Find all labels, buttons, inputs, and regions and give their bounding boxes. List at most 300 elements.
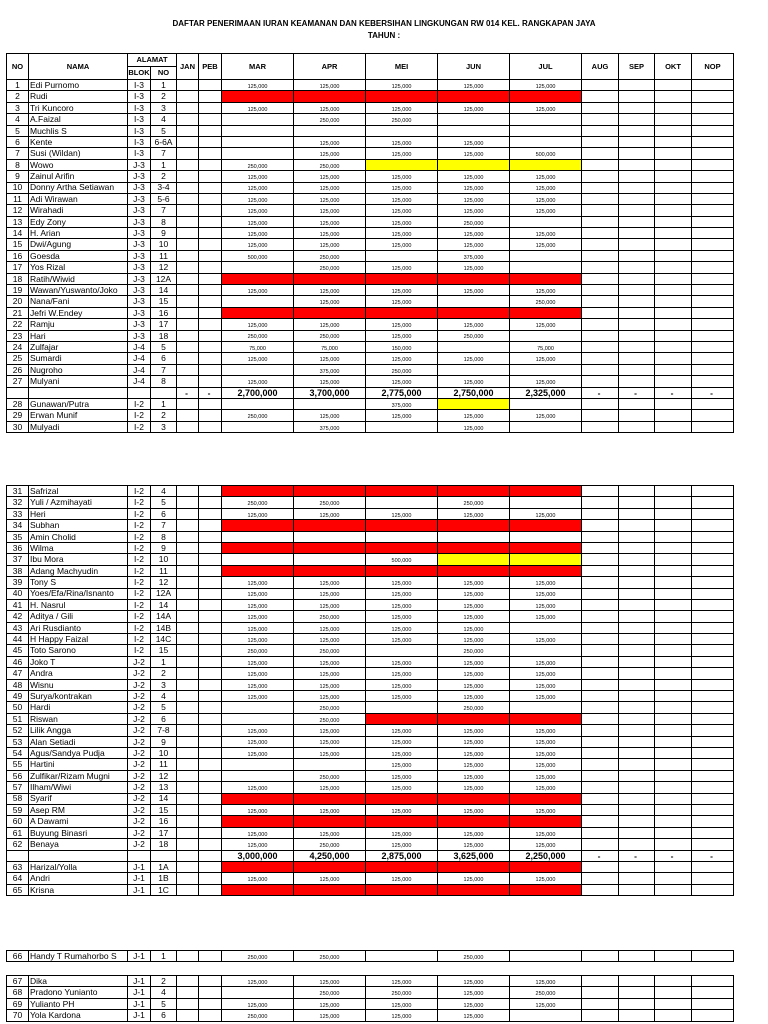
month-payment bbox=[655, 770, 692, 781]
address-blok: J-1 bbox=[128, 884, 151, 895]
month-payment: 125,000 bbox=[510, 588, 582, 599]
resident-name: Wisnu bbox=[29, 679, 128, 690]
month-payment: 125,000 bbox=[294, 691, 366, 702]
month-payment: 125,000 bbox=[294, 193, 366, 204]
month-total: - bbox=[692, 387, 734, 398]
row-number: 68 bbox=[7, 987, 29, 998]
month-payment bbox=[222, 114, 294, 125]
month-payment bbox=[199, 599, 222, 610]
month-payment bbox=[177, 839, 199, 850]
month-payment bbox=[619, 193, 655, 204]
month-payment: 125,000 bbox=[222, 577, 294, 588]
month-payment: 125,000 bbox=[510, 182, 582, 193]
row-number: 64 bbox=[7, 873, 29, 884]
address-blok: J-2 bbox=[128, 668, 151, 679]
table-row bbox=[7, 782, 734, 793]
address-blok: I-2 bbox=[128, 645, 151, 656]
address-blok: J-2 bbox=[128, 691, 151, 702]
month-payment: 125,000 bbox=[366, 262, 438, 273]
row-number: 55 bbox=[7, 759, 29, 770]
month-total: - bbox=[619, 850, 655, 861]
resident-name: Heri bbox=[29, 508, 128, 519]
row-number: 57 bbox=[7, 782, 29, 793]
month-payment bbox=[199, 136, 222, 147]
address-number: 12 bbox=[151, 577, 177, 588]
month-payment bbox=[655, 410, 692, 421]
month-payment bbox=[619, 998, 655, 1009]
month-payment bbox=[510, 114, 582, 125]
month-payment bbox=[177, 486, 199, 497]
month-payment: 125,000 bbox=[294, 205, 366, 216]
month-payment bbox=[199, 782, 222, 793]
month-payment: 250,000 bbox=[294, 262, 366, 273]
month-payment bbox=[438, 114, 510, 125]
address-number: 2 bbox=[151, 668, 177, 679]
resident-name: H Happy Faizal bbox=[29, 634, 128, 645]
table-row bbox=[7, 770, 734, 781]
month-payment bbox=[510, 1010, 582, 1021]
month-payment: 125,000 bbox=[510, 839, 582, 850]
month-payment bbox=[222, 884, 294, 895]
month-payment: 125,000 bbox=[366, 725, 438, 736]
address-number: 11 bbox=[151, 250, 177, 261]
resident-name: Andra bbox=[29, 668, 128, 679]
resident-name: Jefri W.Endey bbox=[29, 307, 128, 318]
month-payment bbox=[582, 171, 619, 182]
row-number: 65 bbox=[7, 884, 29, 895]
month-payment: 250,000 bbox=[294, 702, 366, 713]
month-payment bbox=[510, 273, 582, 284]
month-payment bbox=[619, 554, 655, 565]
month-payment: 125,000 bbox=[294, 171, 366, 182]
resident-name: Nana/Fani bbox=[29, 296, 128, 307]
table-row bbox=[7, 307, 734, 318]
resident-name: Wirahadi bbox=[29, 205, 128, 216]
month-payment bbox=[582, 497, 619, 508]
col-header-month: MEI bbox=[366, 54, 438, 80]
table-row bbox=[7, 691, 734, 702]
row-number: 58 bbox=[7, 793, 29, 804]
total-spacer bbox=[7, 850, 29, 861]
month-payment bbox=[692, 873, 734, 884]
address-number: 6 bbox=[151, 713, 177, 724]
month-payment bbox=[692, 668, 734, 679]
address-number: 14 bbox=[151, 285, 177, 296]
month-payment bbox=[177, 497, 199, 508]
address-number: 3-4 bbox=[151, 182, 177, 193]
month-payment bbox=[692, 520, 734, 531]
resident-name: Tony S bbox=[29, 577, 128, 588]
address-blok: I-2 bbox=[128, 508, 151, 519]
month-payment: 125,000 bbox=[510, 319, 582, 330]
month-payment: 250,000 bbox=[222, 951, 294, 962]
month-payment bbox=[619, 296, 655, 307]
month-payment bbox=[582, 951, 619, 962]
address-number: 3 bbox=[151, 102, 177, 113]
col-header-month: SEP bbox=[619, 54, 655, 80]
table-row bbox=[7, 951, 734, 962]
month-payment bbox=[619, 182, 655, 193]
month-payment bbox=[582, 622, 619, 633]
month-payment bbox=[692, 171, 734, 182]
month-payment bbox=[655, 102, 692, 113]
month-payment: 125,000 bbox=[510, 599, 582, 610]
month-total bbox=[199, 850, 222, 861]
address-blok: J-4 bbox=[128, 364, 151, 375]
month-payment bbox=[582, 725, 619, 736]
month-total: - bbox=[582, 850, 619, 861]
month-payment: 125,000 bbox=[510, 353, 582, 364]
address-blok: I-2 bbox=[128, 520, 151, 531]
address-number: 18 bbox=[151, 330, 177, 341]
month-payment bbox=[692, 531, 734, 542]
month-payment bbox=[582, 679, 619, 690]
month-payment bbox=[199, 410, 222, 421]
month-payment bbox=[510, 421, 582, 432]
resident-name: Zulfajar bbox=[29, 341, 128, 352]
table-row bbox=[7, 588, 734, 599]
row-number: 13 bbox=[7, 216, 29, 227]
row-number: 61 bbox=[7, 827, 29, 838]
month-payment: 125,000 bbox=[294, 782, 366, 793]
month-payment bbox=[582, 759, 619, 770]
month-payment bbox=[582, 398, 619, 409]
month-payment bbox=[438, 398, 510, 409]
month-payment: 125,000 bbox=[222, 725, 294, 736]
address-blok: I-2 bbox=[128, 565, 151, 576]
address-blok: J-2 bbox=[128, 747, 151, 758]
month-payment bbox=[177, 228, 199, 239]
month-payment bbox=[619, 531, 655, 542]
table-row bbox=[7, 262, 734, 273]
resident-name: Surya/kontrakan bbox=[29, 691, 128, 702]
month-payment bbox=[222, 91, 294, 102]
month-payment bbox=[582, 839, 619, 850]
month-payment bbox=[582, 307, 619, 318]
address-number: 12 bbox=[151, 262, 177, 273]
month-payment: 125,000 bbox=[366, 770, 438, 781]
month-payment bbox=[692, 542, 734, 553]
month-payment bbox=[222, 398, 294, 409]
month-payment bbox=[619, 713, 655, 724]
month-payment bbox=[199, 634, 222, 645]
month-payment bbox=[582, 486, 619, 497]
table-row bbox=[7, 702, 734, 713]
resident-name: Muchlis S bbox=[29, 125, 128, 136]
month-payment: 125,000 bbox=[510, 228, 582, 239]
month-payment bbox=[582, 353, 619, 364]
month-payment: 125,000 bbox=[366, 410, 438, 421]
month-payment bbox=[582, 319, 619, 330]
address-blok: J-3 bbox=[128, 182, 151, 193]
address-blok: J-3 bbox=[128, 319, 151, 330]
table-row bbox=[7, 611, 734, 622]
resident-name: Harizal/Yolla bbox=[29, 861, 128, 872]
month-payment: 150,000 bbox=[366, 341, 438, 352]
month-payment: 125,000 bbox=[366, 668, 438, 679]
row-number: 7 bbox=[7, 148, 29, 159]
month-payment bbox=[692, 782, 734, 793]
month-payment: 500,000 bbox=[510, 148, 582, 159]
address-number: 1B bbox=[151, 873, 177, 884]
month-payment bbox=[582, 114, 619, 125]
month-payment bbox=[177, 884, 199, 895]
table-row bbox=[7, 285, 734, 296]
month-payment bbox=[199, 330, 222, 341]
month-payment bbox=[294, 793, 366, 804]
month-payment bbox=[619, 285, 655, 296]
address-number: 10 bbox=[151, 554, 177, 565]
month-payment bbox=[177, 285, 199, 296]
month-payment bbox=[692, 599, 734, 610]
month-payment bbox=[366, 250, 438, 261]
month-payment: 125,000 bbox=[222, 611, 294, 622]
month-payment bbox=[199, 398, 222, 409]
month-payment: 125,000 bbox=[438, 827, 510, 838]
month-payment: 125,000 bbox=[294, 80, 366, 91]
month-payment bbox=[655, 804, 692, 815]
month-payment bbox=[619, 421, 655, 432]
month-payment bbox=[222, 759, 294, 770]
month-payment bbox=[692, 486, 734, 497]
month-payment bbox=[199, 250, 222, 261]
resident-name: Sumardi bbox=[29, 353, 128, 364]
month-payment bbox=[177, 542, 199, 553]
resident-name: H. Nasrul bbox=[29, 599, 128, 610]
table-row bbox=[7, 296, 734, 307]
month-payment: 125,000 bbox=[366, 148, 438, 159]
month-payment: 125,000 bbox=[438, 508, 510, 519]
month-payment bbox=[582, 782, 619, 793]
address-number: 1 bbox=[151, 656, 177, 667]
month-payment bbox=[438, 884, 510, 895]
month-payment bbox=[199, 622, 222, 633]
month-payment: 125,000 bbox=[438, 622, 510, 633]
resident-name: A.Faizal bbox=[29, 114, 128, 125]
table-row bbox=[7, 873, 734, 884]
month-payment bbox=[199, 193, 222, 204]
address-blok: I-2 bbox=[128, 531, 151, 542]
month-payment bbox=[692, 205, 734, 216]
month-payment: 125,000 bbox=[294, 668, 366, 679]
month-payment bbox=[655, 577, 692, 588]
month-payment bbox=[619, 319, 655, 330]
month-payment: 125,000 bbox=[222, 668, 294, 679]
row-number: 30 bbox=[7, 421, 29, 432]
table-row bbox=[7, 148, 734, 159]
total-spacer bbox=[151, 387, 177, 398]
month-payment bbox=[619, 102, 655, 113]
resident-name: Ibu Mora bbox=[29, 554, 128, 565]
month-payment bbox=[438, 554, 510, 565]
address-blok: I-2 bbox=[128, 634, 151, 645]
month-payment: 250,000 bbox=[366, 987, 438, 998]
table-row bbox=[7, 656, 734, 667]
month-payment bbox=[177, 520, 199, 531]
month-payment bbox=[582, 421, 619, 432]
month-payment: 75,000 bbox=[510, 341, 582, 352]
resident-name: Lilik Angga bbox=[29, 725, 128, 736]
month-payment: 125,000 bbox=[366, 319, 438, 330]
month-payment bbox=[294, 273, 366, 284]
resident-name: Hari bbox=[29, 330, 128, 341]
table-row bbox=[7, 565, 734, 576]
total-spacer bbox=[128, 850, 151, 861]
month-payment: 125,000 bbox=[438, 804, 510, 815]
month-payment bbox=[655, 987, 692, 998]
month-payment: 125,000 bbox=[438, 691, 510, 702]
month-payment bbox=[582, 656, 619, 667]
row-number: 10 bbox=[7, 182, 29, 193]
month-payment bbox=[619, 136, 655, 147]
month-payment bbox=[619, 148, 655, 159]
month-payment bbox=[582, 588, 619, 599]
month-payment: 125,000 bbox=[294, 804, 366, 815]
month-payment bbox=[177, 793, 199, 804]
month-payment bbox=[177, 622, 199, 633]
month-payment: 125,000 bbox=[438, 421, 510, 432]
month-total bbox=[177, 850, 199, 861]
month-payment bbox=[655, 205, 692, 216]
row-number: 6 bbox=[7, 136, 29, 147]
month-payment bbox=[177, 691, 199, 702]
month-payment bbox=[582, 262, 619, 273]
col-header-blok: BLOK bbox=[128, 67, 151, 80]
month-total: 2,775,000 bbox=[366, 387, 438, 398]
table-row bbox=[7, 486, 734, 497]
month-payment bbox=[177, 782, 199, 793]
address-number: 17 bbox=[151, 827, 177, 838]
month-payment bbox=[199, 171, 222, 182]
month-payment: 125,000 bbox=[294, 410, 366, 421]
month-payment: 125,000 bbox=[294, 725, 366, 736]
month-payment bbox=[222, 307, 294, 318]
month-payment bbox=[199, 91, 222, 102]
month-payment bbox=[619, 588, 655, 599]
month-payment: 125,000 bbox=[438, 679, 510, 690]
address-blok: J-4 bbox=[128, 353, 151, 364]
month-payment: 125,000 bbox=[294, 736, 366, 747]
month-payment bbox=[692, 273, 734, 284]
col-header-month: JAN bbox=[177, 54, 199, 80]
month-payment bbox=[692, 987, 734, 998]
resident-name: Edi Purnomo bbox=[29, 80, 128, 91]
address-number: 1A bbox=[151, 861, 177, 872]
address-number: 11 bbox=[151, 759, 177, 770]
month-payment bbox=[199, 125, 222, 136]
month-payment bbox=[655, 588, 692, 599]
col-header-month: OKT bbox=[655, 54, 692, 80]
month-total: - bbox=[655, 387, 692, 398]
table-row bbox=[7, 577, 734, 588]
month-payment bbox=[177, 410, 199, 421]
address-number: 6 bbox=[151, 1010, 177, 1021]
row-number: 54 bbox=[7, 747, 29, 758]
month-payment bbox=[655, 565, 692, 576]
month-payment: 125,000 bbox=[438, 239, 510, 250]
month-payment bbox=[177, 171, 199, 182]
month-payment bbox=[619, 228, 655, 239]
month-payment: 125,000 bbox=[366, 376, 438, 387]
month-payment: 375,000 bbox=[294, 421, 366, 432]
table-row bbox=[7, 998, 734, 1009]
address-blok: J-2 bbox=[128, 793, 151, 804]
month-payment: 125,000 bbox=[438, 577, 510, 588]
month-payment bbox=[294, 125, 366, 136]
month-payment bbox=[222, 565, 294, 576]
month-payment: 125,000 bbox=[222, 376, 294, 387]
row-number: 24 bbox=[7, 341, 29, 352]
address-blok: J-3 bbox=[128, 228, 151, 239]
row-number: 67 bbox=[7, 976, 29, 987]
col-header-alamat: ALAMAT bbox=[128, 54, 177, 67]
month-payment bbox=[366, 159, 438, 170]
month-payment bbox=[199, 307, 222, 318]
month-total: - bbox=[582, 387, 619, 398]
month-payment bbox=[619, 747, 655, 758]
address-blok: J-2 bbox=[128, 827, 151, 838]
month-payment bbox=[510, 816, 582, 827]
address-blok: I-2 bbox=[128, 611, 151, 622]
month-payment: 250,000 bbox=[294, 159, 366, 170]
month-payment bbox=[199, 793, 222, 804]
table-row bbox=[7, 1010, 734, 1021]
resident-name: Buyung Binasri bbox=[29, 827, 128, 838]
month-payment bbox=[692, 285, 734, 296]
month-payment: 250,000 bbox=[294, 330, 366, 341]
month-payment bbox=[692, 239, 734, 250]
month-payment: 125,000 bbox=[438, 839, 510, 850]
month-payment bbox=[294, 531, 366, 542]
resident-name: Handy T Rumahorbo S bbox=[29, 951, 128, 962]
month-payment: 125,000 bbox=[294, 148, 366, 159]
row-number: 53 bbox=[7, 736, 29, 747]
table-row bbox=[7, 804, 734, 815]
address-blok: J-2 bbox=[128, 770, 151, 781]
address-number: 15 bbox=[151, 804, 177, 815]
month-payment: 250,000 bbox=[438, 702, 510, 713]
month-payment bbox=[655, 80, 692, 91]
month-payment bbox=[177, 679, 199, 690]
col-header-alamat-no: NO bbox=[151, 67, 177, 80]
month-payment bbox=[294, 884, 366, 895]
month-payment bbox=[366, 816, 438, 827]
address-blok: J-1 bbox=[128, 873, 151, 884]
month-payment: 125,000 bbox=[438, 410, 510, 421]
month-total: 2,750,000 bbox=[438, 387, 510, 398]
address-blok: J-4 bbox=[128, 376, 151, 387]
table-row bbox=[7, 376, 734, 387]
month-payment bbox=[692, 747, 734, 758]
month-payment bbox=[177, 747, 199, 758]
table-row bbox=[7, 736, 734, 747]
month-payment bbox=[692, 951, 734, 962]
address-number: 12A bbox=[151, 273, 177, 284]
month-payment: 125,000 bbox=[438, 193, 510, 204]
resident-name: Asep RM bbox=[29, 804, 128, 815]
month-payment: 125,000 bbox=[510, 171, 582, 182]
month-payment bbox=[199, 319, 222, 330]
month-payment bbox=[294, 307, 366, 318]
table-row bbox=[7, 599, 734, 610]
table-row bbox=[7, 159, 734, 170]
month-payment bbox=[619, 114, 655, 125]
month-payment bbox=[177, 951, 199, 962]
month-payment bbox=[199, 341, 222, 352]
month-payment bbox=[619, 736, 655, 747]
month-payment: 125,000 bbox=[366, 588, 438, 599]
month-payment bbox=[294, 861, 366, 872]
